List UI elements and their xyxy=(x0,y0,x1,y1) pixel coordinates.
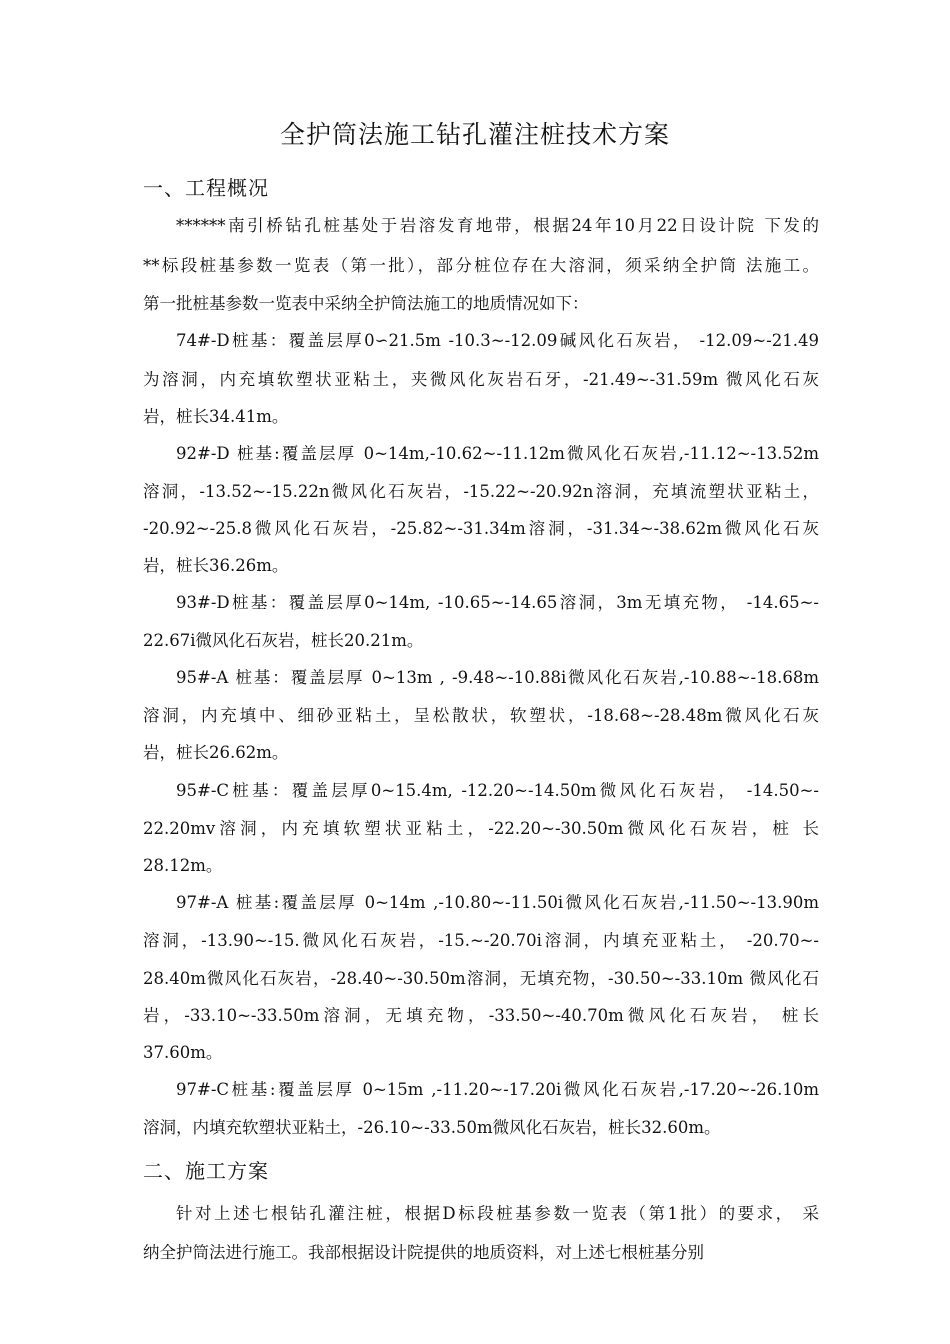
text-line: 74#-D桩基：覆盖层厚0∽21.5m -10.3~-12.09碱风化石灰岩， -12.09~-21.49 xyxy=(176,331,819,350)
text-line: 岩，桩长26.62m。 xyxy=(143,743,289,762)
text-line: 纳全护筒法进行施工。我部根据设计院提供的地质资料，对上述七根桩基分别 xyxy=(143,1243,704,1262)
document-title: 全护筒法施工钻孔灌注桩技术方案 xyxy=(279,120,670,149)
text-line: 为溶洞，内充填软塑状亚粘土，夹微风化灰岩石牙，-21.49~-31.59m 微风化石灰 xyxy=(143,370,819,389)
text-line: 37.60m。 xyxy=(143,1043,223,1062)
section-heading-overview: 一、工程概况 xyxy=(143,176,269,200)
text-line: 92#-D 桩基:覆盖层厚 0~14m,-10.62~-11.12m微风化石灰岩,-11.12~-13.52m xyxy=(176,444,819,463)
text-line: 第一批桩基参数一览表中采纳全护筒法施工的地质情况如下： xyxy=(143,294,589,313)
text-line: 溶洞，内充填中、细砂亚粘土，呈松散状，软塑状，-18.68~-28.48m微风化石灰 xyxy=(143,706,819,725)
text-line: ******南引桥钻孔桩基处于岩溶发育地带，根据24年10月22日设计院 下发的 xyxy=(176,216,819,235)
text-line: 28.12m。 xyxy=(143,856,223,875)
text-line: 岩，桩长36.26m。 xyxy=(143,556,289,575)
text-line: 97#-C桩基:覆盖层厚 0~15m ,-11.20~-17.20i微风化石灰岩,-17.20~-26.10m xyxy=(176,1080,819,1099)
text-line: **标段桩基参数一览表（第一批），部分桩位存在大溶洞，须采纳全护筒 法施工。 xyxy=(143,256,819,275)
text-line: 97#-A 桩基:覆盖层厚 0~14m ,-10.80~-11.50i微风化石灰岩,-11.50~-13.90m xyxy=(176,893,819,912)
text-line: 28.40m微风化石灰岩，-28.40~-30.50m溶洞，无填充物，-30.50~-33.10m 微风化石 xyxy=(143,969,819,988)
text-line: 岩，-33.10~-33.50m溶洞，无填充物，-33.50~-40.70m微风化石灰岩， 桩长 xyxy=(143,1006,819,1025)
text-line: 针对上述七根钻孔灌注桩，根据D标段桩基参数一览表（第1批）的要求， 采 xyxy=(176,1204,819,1223)
text-line: 22.20mv溶洞，内充填软塑状亚粘土，-22.20~-30.50m微风化石灰岩，桩 长 xyxy=(143,819,819,838)
text-line: 93#-D桩基：覆盖层厚0~14m, -10.65~-14.65溶洞，3m无填充物， -14.65~- xyxy=(176,593,819,612)
text-line: 22.67i微风化石灰岩，桩长20.21m。 xyxy=(143,631,424,650)
text-line: 95#-C桩基：覆盖层厚0~15.4m, -12.20~-14.50m微风化石灰岩， -14.50~- xyxy=(176,781,819,800)
text-line: 岩，桩长34.41m。 xyxy=(143,407,289,426)
text-line: 溶洞，-13.90~-15.微风化石灰岩，-15.~-20.70i溶洞，内填充亚粘土， -20.70~- xyxy=(143,931,819,950)
text-line: -20.92~-25.8微风化石灰岩，-25.82~-31.34m溶洞，-31.34~-38.62m微风化石灰 xyxy=(143,519,819,538)
text-line: 95#-A 桩基：覆盖层厚 0~13m , -9.48~-10.88i微风化石灰岩,-10.88~-18.68m xyxy=(176,668,819,687)
text-line: 溶洞，-13.52~-15.22n微风化石灰岩，-15.22~-20.92n溶洞，充填流塑状亚粘土， xyxy=(143,482,819,501)
text-line: 溶洞，内填充软塑状亚粘土，-26.10~-33.50m微风化石灰岩，桩长32.60m。 xyxy=(143,1118,721,1137)
section-heading-plan: 二、施工方案 xyxy=(143,1159,269,1183)
